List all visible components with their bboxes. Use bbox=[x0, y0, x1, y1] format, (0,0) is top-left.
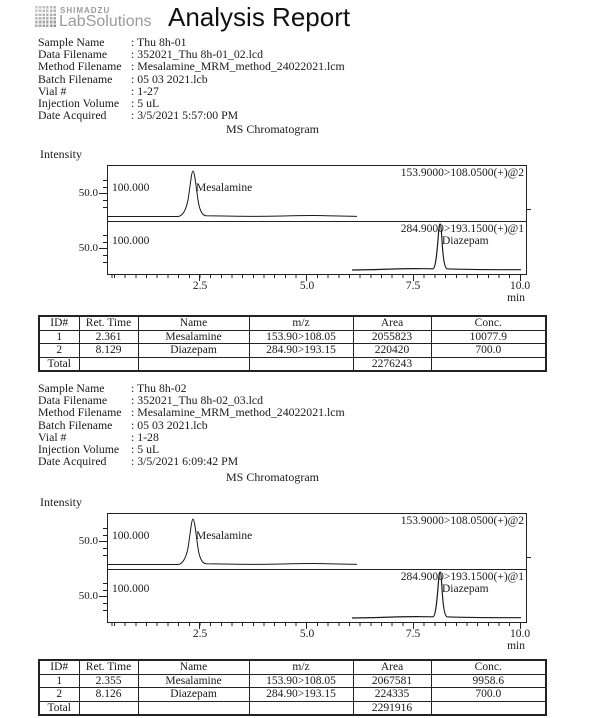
table-cell: 9958.6 bbox=[431, 674, 546, 688]
brand-name: SHIMADZU bbox=[60, 6, 111, 15]
table-header-row bbox=[39, 316, 546, 330]
table-cell: 2 bbox=[39, 344, 79, 358]
table-cell bbox=[431, 701, 546, 715]
table-cell: 2 bbox=[39, 688, 79, 702]
table-cell: 700.0 bbox=[431, 344, 546, 358]
table-cell: 220420 bbox=[353, 344, 431, 358]
info-row bbox=[38, 109, 438, 121]
table-cell: Total bbox=[39, 357, 79, 371]
peak-label: Diazepam bbox=[442, 583, 489, 595]
trace-line bbox=[108, 570, 526, 622]
info-label: Injection Volume bbox=[38, 96, 120, 111]
info-label: Data Filename bbox=[38, 393, 108, 408]
info-label: Sample Name bbox=[38, 381, 105, 395]
table-cell: 284.90>193.15 bbox=[249, 344, 353, 358]
table-total-row bbox=[39, 357, 546, 371]
channel-label: 284.9000>193.1500(+)@1 bbox=[400, 571, 524, 583]
info-row bbox=[38, 60, 438, 72]
trace-line bbox=[108, 222, 526, 274]
table-header-cell: ID# bbox=[39, 660, 79, 674]
chromatogram-plot-2 bbox=[107, 513, 527, 623]
table-header-cell: Name bbox=[138, 316, 249, 330]
x-axis-unit: min bbox=[507, 292, 525, 304]
peak-label: Mesalamine bbox=[196, 530, 253, 542]
table-cell: Total bbox=[39, 701, 79, 715]
sample-info-block-2 bbox=[38, 382, 438, 467]
info-label: Sample Name bbox=[38, 35, 105, 49]
results-table-2 bbox=[38, 659, 547, 716]
product-name: LabSolutions bbox=[59, 13, 152, 30]
ytick-value: 50.0 bbox=[78, 242, 98, 254]
y-axis-ticks bbox=[99, 513, 107, 621]
info-value: : 1-28 bbox=[131, 429, 159, 444]
section-title: MS Chromatogram bbox=[226, 470, 319, 484]
table-header-cell: Conc. bbox=[431, 660, 546, 674]
info-label: Method Filename bbox=[38, 59, 122, 74]
table-cell: 2291916 bbox=[353, 701, 431, 715]
x-axis-ticks bbox=[107, 622, 526, 626]
table-header-cell: Ret. Time bbox=[79, 316, 138, 330]
table-row bbox=[39, 688, 546, 702]
chromatogram-panel bbox=[108, 570, 526, 622]
results-table-1 bbox=[38, 315, 547, 372]
info-label: Method Filename bbox=[38, 405, 122, 420]
info-value: : Mesalamine_MRM_method_24022021.lcm bbox=[131, 59, 345, 74]
x-tick-label: 5.0 bbox=[299, 280, 315, 292]
channel-label: 153.9000>108.0500(+)@2 bbox=[400, 515, 524, 527]
table-cell bbox=[138, 701, 249, 715]
x-tick-label: 10.0 bbox=[509, 628, 531, 640]
table-header-cell: Name bbox=[138, 660, 249, 674]
table-cell bbox=[79, 701, 138, 715]
table-cell: 2067581 bbox=[353, 674, 431, 688]
intensity-axis-label: Intensity bbox=[40, 495, 82, 509]
table-cell: 2276243 bbox=[353, 357, 431, 371]
info-label: Vial # bbox=[38, 429, 67, 444]
x-tick-label: 7.5 bbox=[405, 628, 421, 640]
chromatogram-panel bbox=[108, 166, 526, 221]
scale-label: 100.000 bbox=[112, 530, 150, 542]
info-label: Vial # bbox=[38, 83, 67, 98]
ytick-value: 50.0 bbox=[78, 187, 98, 199]
x-axis-unit: min bbox=[507, 640, 525, 652]
table-cell bbox=[431, 357, 546, 371]
info-value: : 05 03 2021.lcb bbox=[131, 417, 208, 432]
table-cell: 1 bbox=[39, 330, 79, 344]
scale-label: 100.000 bbox=[112, 235, 150, 247]
shimadzu-logo-icon bbox=[35, 5, 57, 27]
right-axis-tick bbox=[526, 557, 531, 558]
scale-label: 100.000 bbox=[112, 182, 150, 194]
section-title: MS Chromatogram bbox=[226, 122, 319, 136]
table-cell: 8.126 bbox=[79, 688, 138, 702]
table-row bbox=[39, 330, 546, 344]
chromatogram-panel bbox=[108, 222, 526, 274]
table-cell: 224335 bbox=[353, 688, 431, 702]
table-cell bbox=[138, 357, 249, 371]
table-cell: 2.361 bbox=[79, 330, 138, 344]
chromatogram-panel bbox=[108, 514, 526, 569]
info-label: Batch Filename bbox=[38, 71, 113, 86]
table-cell: 153.90>108.05 bbox=[249, 674, 353, 688]
table-cell: 10077.9 bbox=[431, 330, 546, 344]
table-header-row bbox=[39, 660, 546, 674]
info-label: Injection Volume bbox=[38, 442, 120, 457]
info-value: : 05 03 2021.lcb bbox=[131, 71, 208, 86]
table-header-cell: ID# bbox=[39, 316, 79, 330]
x-tick-label: 2.5 bbox=[192, 280, 208, 292]
peak-label: Diazepam bbox=[442, 235, 489, 247]
x-tick-label: 10.0 bbox=[509, 280, 531, 292]
info-row bbox=[38, 406, 438, 418]
info-value: : 352021_Thu 8h-01_02.lcd bbox=[131, 47, 264, 62]
info-value: : 5 uL bbox=[131, 96, 160, 111]
info-label: Date Acquired bbox=[38, 108, 107, 123]
ytick-value: 50.0 bbox=[78, 590, 98, 602]
right-axis-tick bbox=[526, 209, 531, 210]
table-cell: 700.0 bbox=[431, 688, 546, 702]
info-row bbox=[38, 73, 438, 85]
info-value: : 352021_Thu 8h-02_03.lcd bbox=[131, 393, 264, 408]
table-row bbox=[39, 344, 546, 358]
info-label: Data Filename bbox=[38, 47, 108, 62]
info-label: Batch Filename bbox=[38, 417, 113, 432]
table-cell bbox=[79, 357, 138, 371]
table-total-row bbox=[39, 701, 546, 715]
chromatogram-plot-1 bbox=[107, 165, 527, 275]
info-label: Date Acquired bbox=[38, 454, 107, 469]
y-axis-ticks bbox=[99, 165, 107, 273]
table-cell: 1 bbox=[39, 674, 79, 688]
table-header-cell: Conc. bbox=[431, 316, 546, 330]
page-title: Analysis Report bbox=[168, 2, 351, 32]
table-cell: Mesalamine bbox=[138, 674, 249, 688]
info-value: : Thu 8h-02 bbox=[131, 381, 187, 395]
info-value: : Mesalamine_MRM_method_24022021.lcm bbox=[131, 405, 345, 420]
ytick-value: 50.0 bbox=[78, 535, 98, 547]
table-cell: Diazepam bbox=[138, 688, 249, 702]
table-cell: Mesalamine bbox=[138, 330, 249, 344]
x-tick-label: 2.5 bbox=[192, 628, 208, 640]
table-cell: 284.90>193.15 bbox=[249, 688, 353, 702]
table-cell: 8.129 bbox=[79, 344, 138, 358]
peak-label: Mesalamine bbox=[196, 182, 253, 194]
table-cell bbox=[249, 357, 353, 371]
intensity-axis-label: Intensity bbox=[40, 147, 82, 161]
table-cell: 153.90>108.05 bbox=[249, 330, 353, 344]
info-value: : Thu 8h-01 bbox=[131, 35, 187, 49]
sample-info-block-1 bbox=[38, 36, 438, 121]
table-header-cell: Area bbox=[353, 316, 431, 330]
scale-label: 100.000 bbox=[112, 583, 150, 595]
table-cell: 2055823 bbox=[353, 330, 431, 344]
table-header-cell: Area bbox=[353, 660, 431, 674]
x-tick-label: 7.5 bbox=[405, 280, 421, 292]
info-value: : 1-27 bbox=[131, 83, 159, 98]
info-value: : 3/5/2021 6:09:42 PM bbox=[131, 454, 239, 469]
table-cell bbox=[249, 701, 353, 715]
table-header-cell: m/z bbox=[249, 660, 353, 674]
info-value: : 5 uL bbox=[131, 442, 160, 457]
x-tick-label: 5.0 bbox=[299, 628, 315, 640]
table-header-cell: m/z bbox=[249, 316, 353, 330]
trace-line bbox=[108, 166, 526, 221]
channel-label: 153.9000>108.0500(+)@2 bbox=[400, 167, 524, 179]
table-row bbox=[39, 674, 546, 688]
table-cell: 2.355 bbox=[79, 674, 138, 688]
trace-line bbox=[108, 514, 526, 569]
info-row bbox=[38, 455, 438, 467]
info-value: : 3/5/2021 5:57:00 PM bbox=[131, 108, 239, 123]
channel-label: 284.9000>193.1500(+)@1 bbox=[400, 223, 524, 235]
info-row bbox=[38, 419, 438, 431]
x-axis-ticks bbox=[107, 274, 526, 278]
table-header-cell: Ret. Time bbox=[79, 660, 138, 674]
table-cell: Diazepam bbox=[138, 344, 249, 358]
